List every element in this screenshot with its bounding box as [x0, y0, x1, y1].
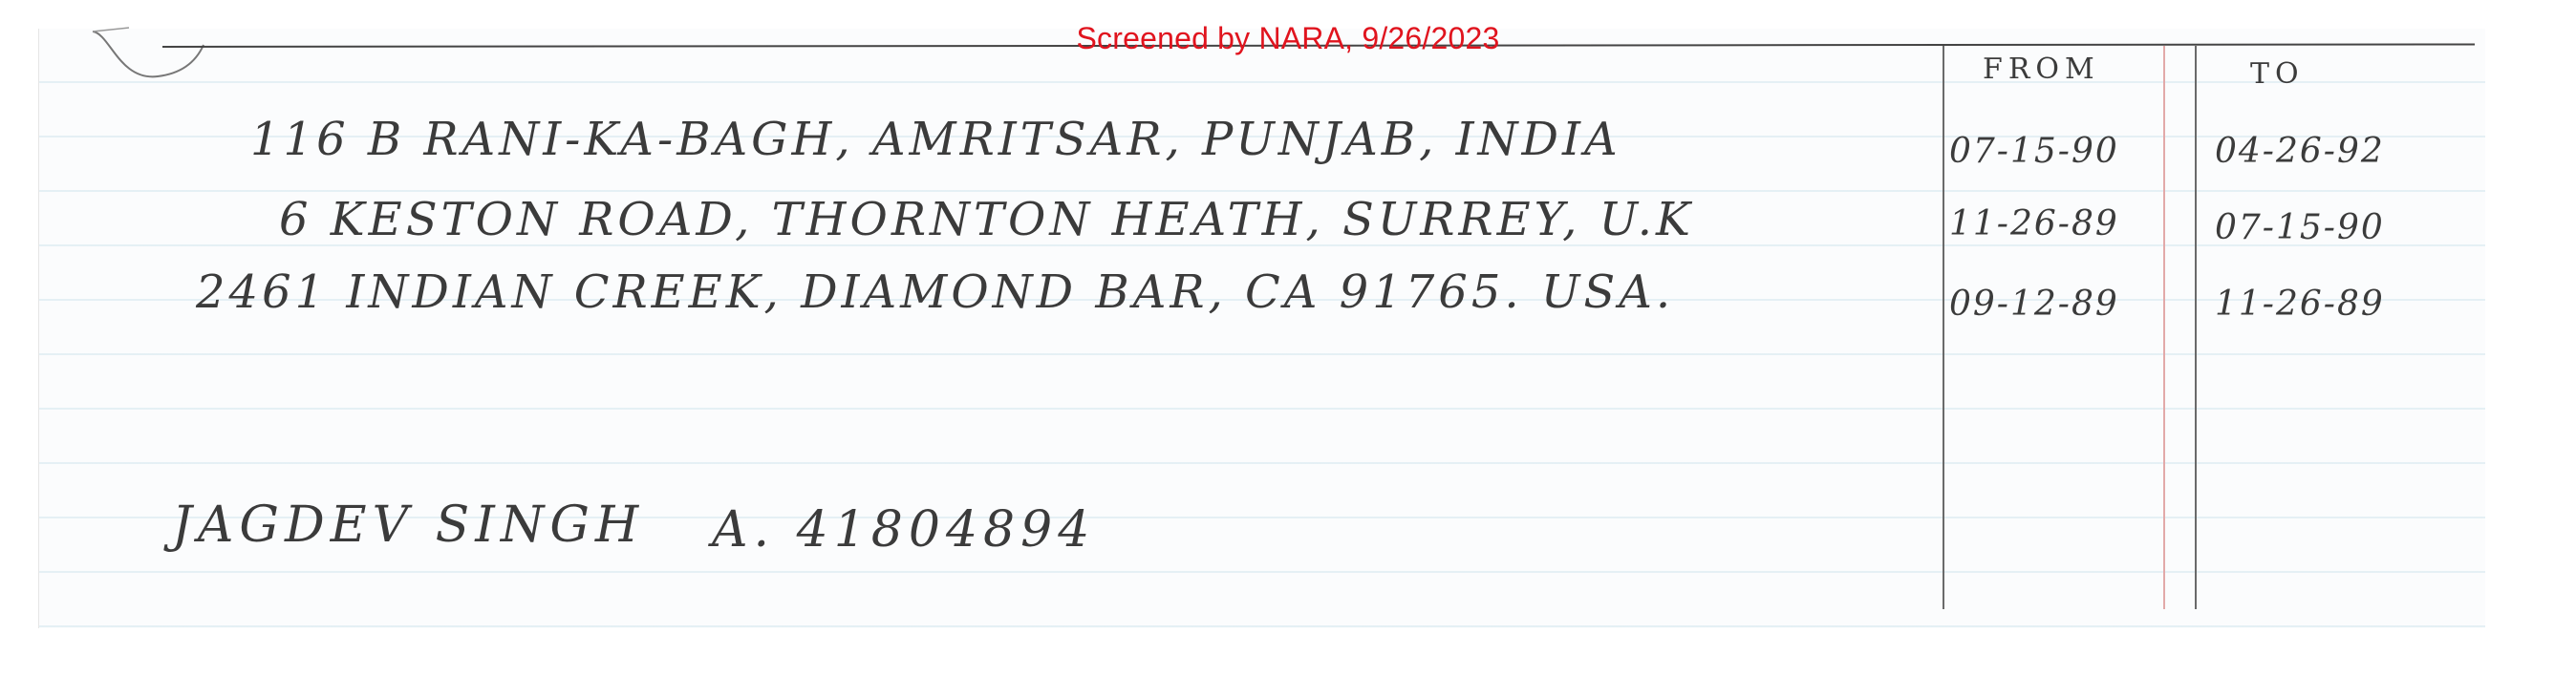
address-3-from-date: 09-12-89: [1949, 285, 2119, 324]
address-line-1: 116 B RANI-KA-BAGH, AMRITSAR, PUNJAB, INDIA: [250, 113, 1621, 166]
address-2-to-date: 07-15-90: [2215, 208, 2385, 247]
address-1-from-date: 07-15-90: [1949, 132, 2119, 171]
from-column-divider: [1943, 46, 1944, 609]
address-3-to-date: 11-26-89: [2215, 285, 2385, 324]
address-1-to-date: 04-26-92: [2215, 132, 2385, 171]
alien-registration-number: A. 41804894: [712, 501, 1096, 559]
applicant-name: JAGDEV SINGH: [172, 496, 645, 554]
from-header: FROM: [1983, 53, 2100, 86]
address-line-2: 6 KESTON ROAD, THORNTON HEATH, SURREY, U.K: [279, 193, 1694, 246]
margin-rule: [2163, 46, 2165, 609]
address-2-from-date: 11-26-89: [1949, 204, 2119, 243]
address-line-3: 2461 INDIAN CREEK, DIAMOND BAR, CA 91765. USA.: [196, 265, 1675, 319]
to-header: TO: [2250, 57, 2305, 91]
nara-screening-stamp: Screened by NARA, 9/26/2023: [1076, 21, 1500, 55]
to-column-divider: [2195, 46, 2197, 609]
